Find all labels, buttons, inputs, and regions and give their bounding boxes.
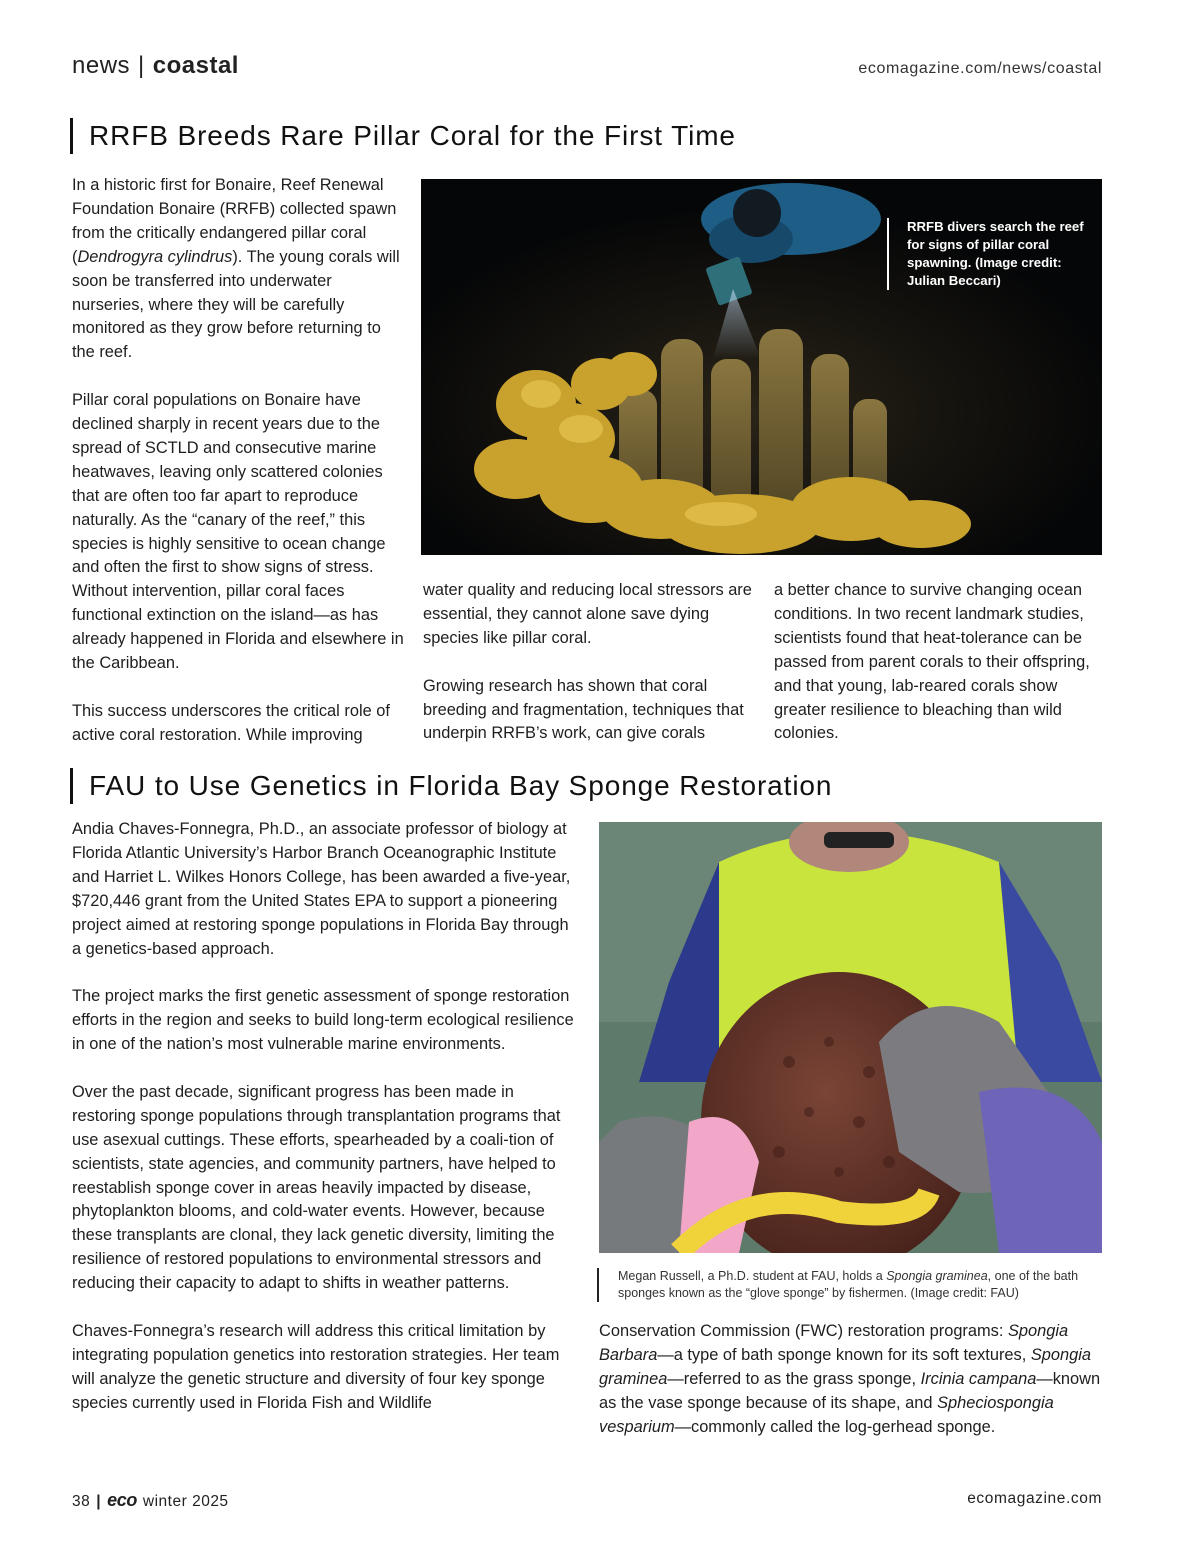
photo-caption: Megan Russell, a Ph.D. student at FAU, holds a Spongia graminea, one of the bath sponges known as the “glove sponge” by fishermen. (Image credit: FAU) xyxy=(597,1268,1102,1302)
header-url: ecomagazine.com/news/coastal xyxy=(858,60,1102,77)
paragraph: Growing research has shown that coral breeding and fragmentation, techniques that underpin RRFB’s work, can give corals xyxy=(423,676,744,743)
article-column xyxy=(72,174,404,748)
species-name: Dendrogyra cylindrus xyxy=(77,247,233,266)
paragraph: water quality and reducing local stressors are essential, they cannot alone save dying species like pillar coral. xyxy=(423,581,752,647)
paragraph: In a historic first for Bonaire, Reef Renewal Foundation Bonaire (RRFB) collected spawn from the critically endangered pillar coral (Dendrogyra cylindrus). The young corals will soon be transferred into underwater nurseries, where they will be carefully monitored as they grow before returning to the reef. xyxy=(72,176,400,362)
page-number: 38 xyxy=(72,1493,91,1510)
species-name: Ircinia campana xyxy=(920,1369,1037,1388)
article-title: FAU to Use Genetics in Florida Bay Sponge Restoration xyxy=(70,768,832,804)
paragraph: Chaves-Fonnegra’s research will address this critical limitation by integrating population genetics into restoration strategies. Her team will analyze the genetic structure and diversity of four key sponge species currently used in Florida Fish and Wildlife xyxy=(72,1321,560,1412)
article-column xyxy=(599,1320,1101,1440)
paragraph: Andia Chaves-Fonnegra, Ph.D., an associate professor of biology at Florida Atlantic University’s Harbor Branch Oceanographic Institute and Harriet L. Wilkes Honors College, has been awarded a five-year, $720,446 grant from the United States EPA to support a pioneering project aimed at restoring sponge populations in Florida Bay through a genetics-based approach. xyxy=(72,820,571,958)
page-footer xyxy=(72,1490,229,1511)
paragraph: a better chance to survive changing ocean conditions. In two recent landmark studies, scientists found that heat-tolerance can be passed from parent corals to their offspring, and that young, lab-reared corals show greater resilience to bleaching than wild colonies. xyxy=(774,581,1090,743)
subsection-label: coastal xyxy=(152,52,239,79)
sponge-photo xyxy=(599,822,1102,1253)
paragraph: Pillar coral populations on Bonaire have declined sharply in recent years due to the spread of SCTLD and consecutive marine heatwaves, leaving only scattered colonies that are often too far apart to reproduce naturally. As the “canary of the reef,” this species is highly sensitive to ocean change and often the first to show signs of stress. Without intervention, pillar coral faces functional extinction on the island—as has already happened in Florida and elsewhere in the Caribbean. xyxy=(72,391,404,673)
species-name: Spheciospongia vesparium xyxy=(599,1393,1054,1436)
footer-divider: | xyxy=(96,1493,102,1510)
paragraph: The project marks the first genetic assessment of sponge restoration efforts in the region and seeks to build long-term ecological resilience in one of the nation’s most vulnerable marine environments. xyxy=(72,987,574,1054)
section-header xyxy=(72,52,239,80)
footer-url: ecomagazine.com xyxy=(967,1490,1102,1507)
article-column xyxy=(774,579,1104,746)
magazine-logo: eco xyxy=(107,1490,137,1510)
article-column xyxy=(72,818,582,1416)
article-column xyxy=(423,579,753,746)
header-divider: | xyxy=(138,52,145,79)
species-name: Spongia graminea xyxy=(599,1345,1092,1388)
sponge-photo-illustration xyxy=(599,822,1102,1253)
species-name: Spongia graminea xyxy=(886,1269,988,1283)
section-label: news xyxy=(72,52,131,79)
photo-caption: RRFB divers search the reef for signs of pillar coral spawning. (Image credit: Julian Beccari) xyxy=(887,218,1087,290)
paragraph: This success underscores the critical role of active coral restoration. While improving xyxy=(72,701,390,744)
species-name: Spongia Barbara xyxy=(599,1322,1069,1364)
article-title: RRFB Breeds Rare Pillar Coral for the First Time xyxy=(70,118,736,154)
paragraph: Over the past decade, significant progress has been made in restoring sponge populations through transplantation programs that use asexual cuttings. These efforts, spearheaded by a coali-tion of scientists, state agencies, and community partners, have helped to reestablish sponge cover in areas heavily impacted by disease, phytoplankton blooms, and cold-water events. However, because these transplants are clonal, they lack genetic diversity, limiting the resilience of restored populations to environmental stressors and reducing their capacity to adapt to shifts in weather patterns. xyxy=(72,1082,561,1293)
issue-label: winter 2025 xyxy=(142,1493,229,1510)
paragraph: Conservation Commission (FWC) restoration programs: Spongia Barbara—a type of bath sponge known for its soft textures, Spongia graminea—referred to as the grass sponge, Ircinia campana—known as the vase sponge because of its shape, and Spheciospongia vesparium—commonly called the log-gerhead sponge. xyxy=(599,1322,1101,1436)
